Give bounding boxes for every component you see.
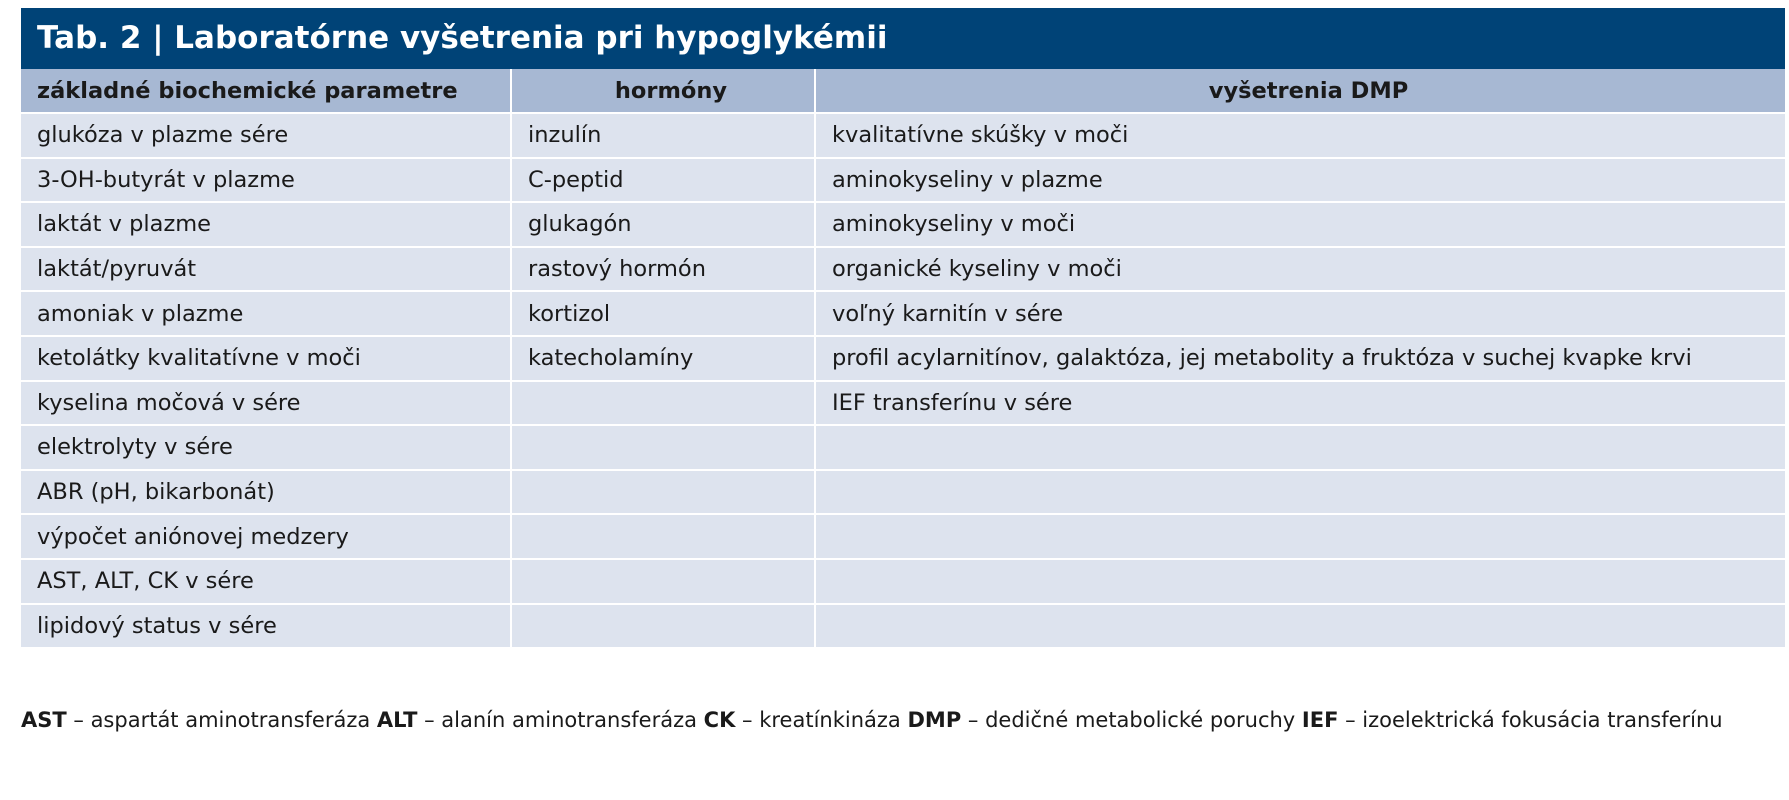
footnote-abbreviation: ALT [376, 708, 418, 732]
table-row [21, 514, 1785, 559]
table-row [21, 113, 1785, 158]
cell-hormone: inzulín [511, 113, 815, 158]
cell-dmp-test: profil acylarnitínov, galaktóza, jej metabolity a fruktóza v suchej kvapke krvi [815, 336, 1785, 381]
table-row [21, 291, 1785, 336]
table-row [21, 336, 1785, 381]
footnote-definition: alanín aminotransferáza [441, 708, 697, 732]
table-row [21, 604, 1785, 649]
footnote-abbreviation: AST [21, 708, 67, 732]
table-row [21, 559, 1785, 604]
cell-hormone: katecholamíny [511, 336, 815, 381]
header-biochemical-parameters: základné biochemické parametre [21, 69, 511, 113]
table-body [21, 113, 1785, 648]
cell-hormone [511, 514, 815, 559]
header-hormones: hormóny [511, 69, 815, 113]
footnote-abbreviations: AST – aspartát aminotransferáza ALT – alanín aminotransferáza CK – kreatínkináza DMP – dedičné metabolické poruchy IEF – izoelektrická fokusácia transferínu [21, 708, 1723, 732]
footnote-abbreviation: DMP [907, 708, 962, 732]
cell-hormone [511, 425, 815, 470]
cell-biochemical-parameter: glukóza v plazme sére [21, 113, 511, 158]
footnote-definition: dedičné metabolické poruchy [985, 708, 1296, 732]
cell-hormone [511, 604, 815, 649]
table-row [21, 425, 1785, 470]
cell-biochemical-parameter: laktát/pyruvát [21, 247, 511, 292]
cell-dmp-test [815, 604, 1785, 649]
cell-dmp-test: IEF transferínu v sére [815, 381, 1785, 426]
cell-biochemical-parameter: elektrolyty v sére [21, 425, 511, 470]
table-title: Tab. 2 | Laboratórne vyšetrenia pri hypoglykémii [21, 8, 1785, 69]
cell-hormone [511, 470, 815, 515]
footnote-definition: izoelektrická fokusácia transferínu [1362, 708, 1723, 732]
footnote-abbreviation: IEF [1301, 708, 1339, 732]
cell-biochemical-parameter: kyselina močová v sére [21, 381, 511, 426]
cell-hormone: glukagón [511, 202, 815, 247]
cell-dmp-test [815, 425, 1785, 470]
cell-dmp-test: aminokyseliny v plazme [815, 158, 1785, 203]
cell-dmp-test [815, 470, 1785, 515]
cell-dmp-test: organické kyseliny v moči [815, 247, 1785, 292]
cell-hormone: kortizol [511, 291, 815, 336]
table-row [21, 202, 1785, 247]
footnote-definition: aspartát aminotransferáza [90, 708, 371, 732]
cell-hormone: rastový hormón [511, 247, 815, 292]
table-header [21, 69, 1785, 113]
cell-biochemical-parameter: ABR (pH, bikarbonát) [21, 470, 511, 515]
table-row [21, 247, 1785, 292]
cell-biochemical-parameter: AST, ALT, CK v sére [21, 559, 511, 604]
cell-biochemical-parameter: ketolátky kvalitatívne v moči [21, 336, 511, 381]
cell-dmp-test: kvalitatívne skúšky v moči [815, 113, 1785, 158]
header-dmp-tests: vyšetrenia DMP [815, 69, 1785, 113]
table-row [21, 381, 1785, 426]
cell-biochemical-parameter: výpočet aniónovej medzery [21, 514, 511, 559]
cell-biochemical-parameter: 3-OH-butyrát v plazme [21, 158, 511, 203]
footnote-definition: kreatínkináza [759, 708, 901, 732]
cell-hormone [511, 559, 815, 604]
cell-dmp-test [815, 514, 1785, 559]
cell-dmp-test [815, 559, 1785, 604]
lab-tests-table [21, 69, 1785, 649]
cell-biochemical-parameter: laktát v plazme [21, 202, 511, 247]
cell-dmp-test: voľný karnitín v sére [815, 291, 1785, 336]
lab-table [21, 8, 1785, 649]
cell-dmp-test: aminokyseliny v moči [815, 202, 1785, 247]
cell-biochemical-parameter: lipidový status v sére [21, 604, 511, 649]
table-row [21, 158, 1785, 203]
cell-biochemical-parameter: amoniak v plazme [21, 291, 511, 336]
cell-hormone [511, 381, 815, 426]
cell-hormone: C-peptid [511, 158, 815, 203]
table-row [21, 470, 1785, 515]
footnote-abbreviation: CK [703, 708, 736, 732]
